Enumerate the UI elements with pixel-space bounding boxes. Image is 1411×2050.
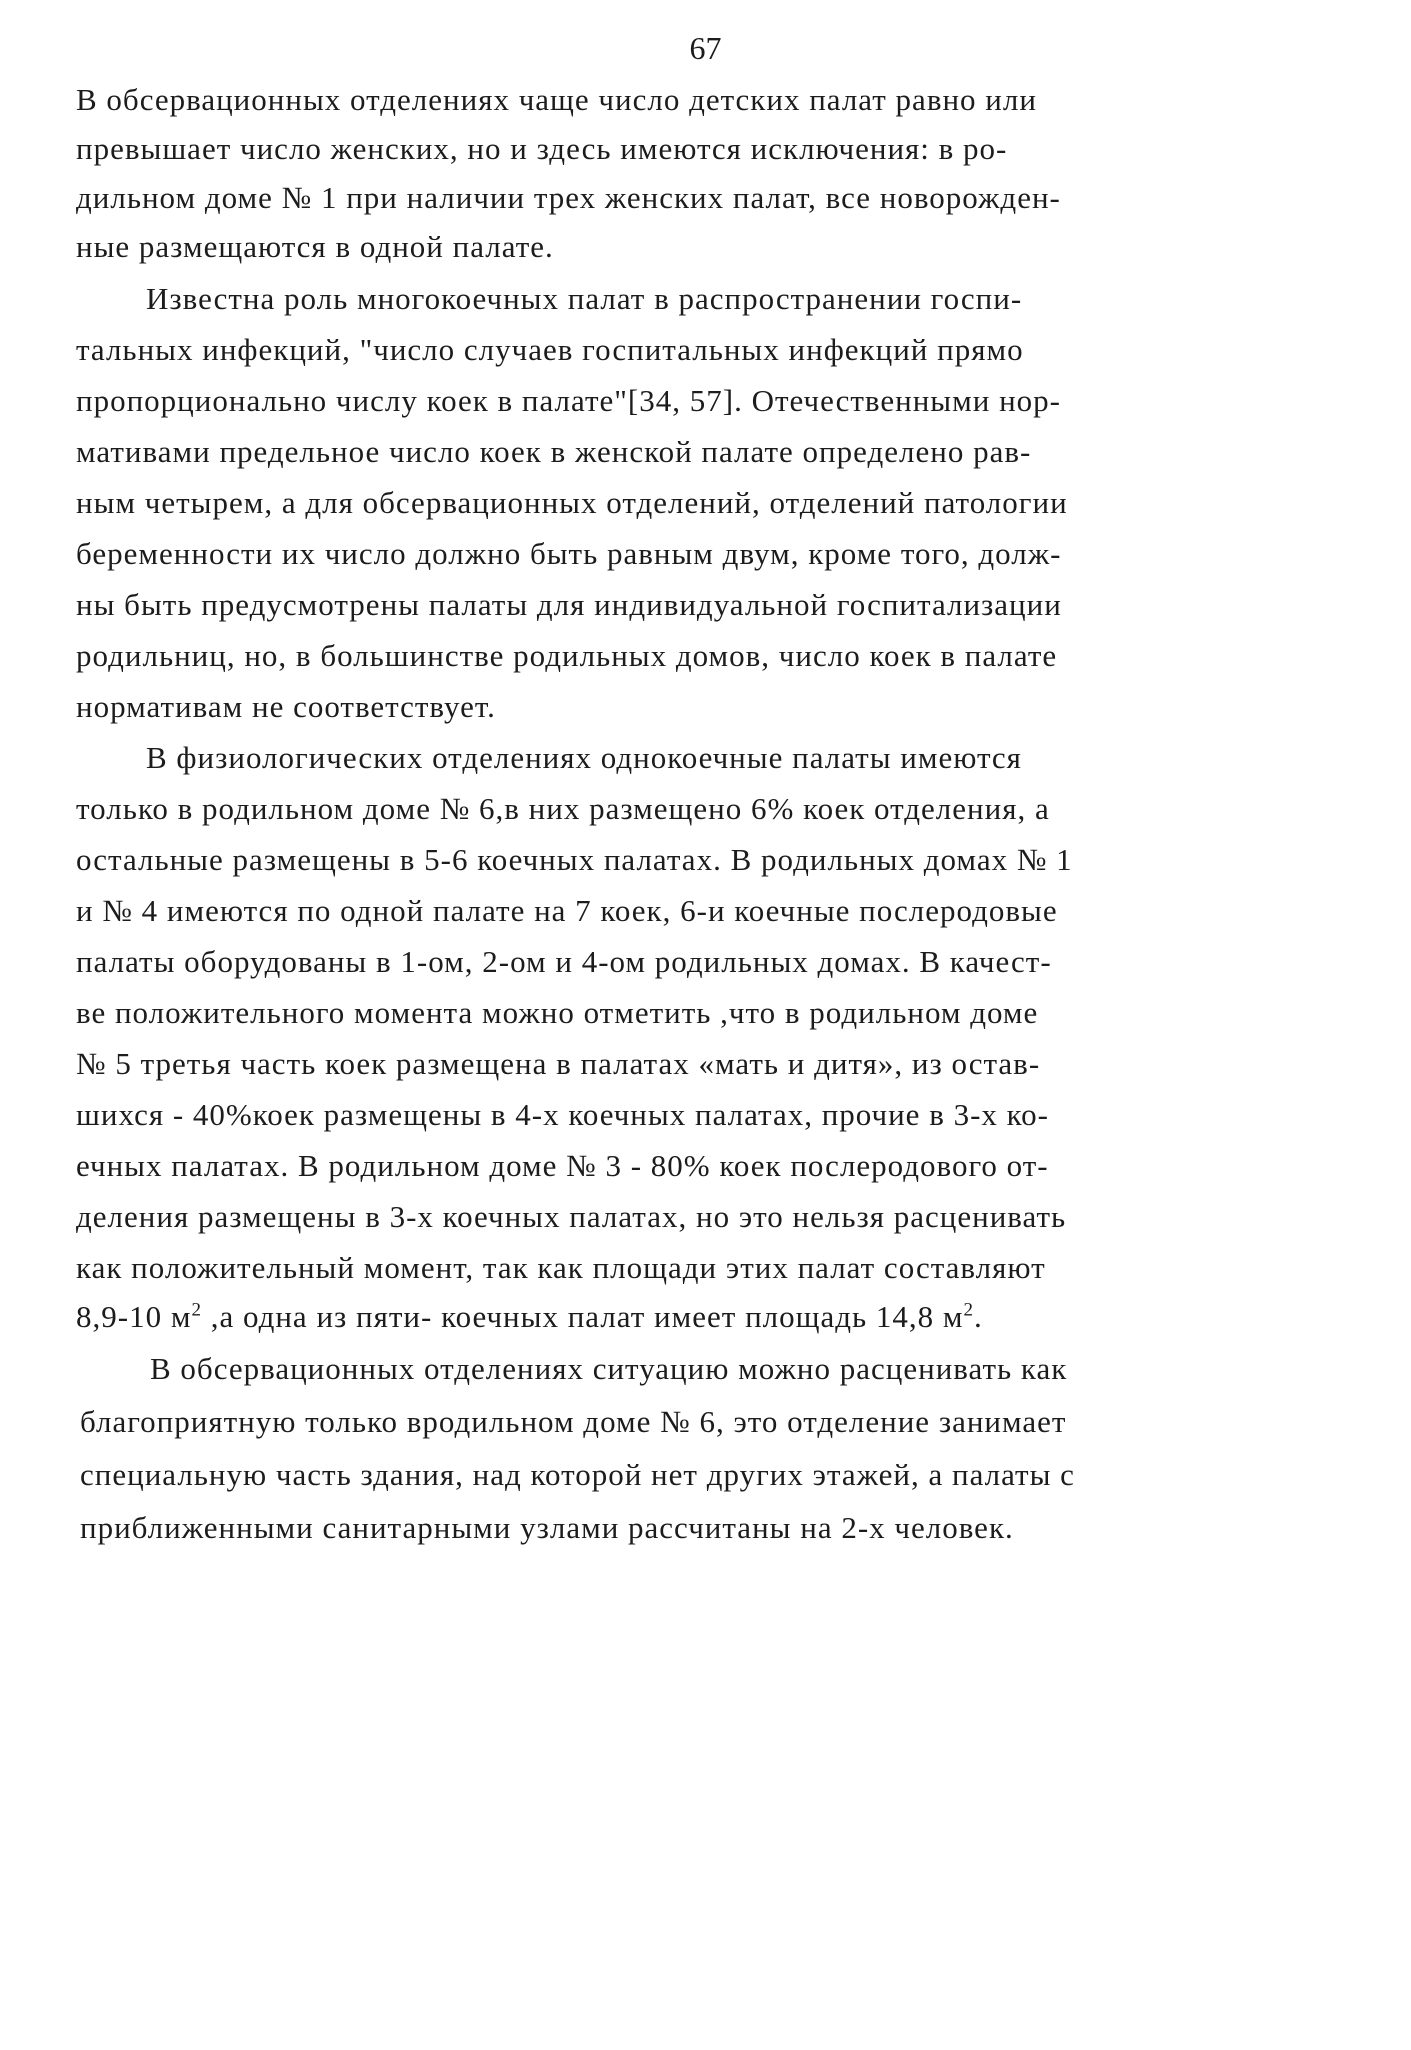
text-line: деления размещены в 3-х коечных палатах, но это нельзя расценивать <box>76 1199 1067 1234</box>
text-line: тальных инфекций, "число случаев госпитальных инфекций прямо <box>76 332 1024 367</box>
text-line: остальные размещены в 5-6 коечных палатах. В родильных домах № 1 <box>76 842 1073 877</box>
text-line: приближенными санитарными узлами рассчитаны на 2-х человек. <box>80 1510 1014 1545</box>
text-line: В обсервационных отделениях ситуацию можно расценивать как <box>150 1351 1068 1386</box>
text-line: специальную часть здания, над которой нет других этажей, а палаты с <box>80 1457 1075 1492</box>
text-line: нормативам не соответствует. <box>76 689 496 724</box>
area-text-part: 8,9-10 м <box>76 1299 192 1334</box>
text-line: пропорционально числу коек в палате"[34, 57]. Отечественными нор- <box>76 383 1062 418</box>
page-number: 67 <box>689 30 722 66</box>
superscript: 2 <box>191 1299 202 1321</box>
text-line: мативами предельное число коек в женской палате определено рав- <box>76 434 1032 469</box>
text-line: превышает число женских, но и здесь имеются исключения: в ро- <box>76 131 1008 166</box>
text-line: и № 4 имеются по одной палате на 7 коек, 6-и коечные послеродовые <box>76 893 1058 928</box>
text-line: ные размещаются в одной палате. <box>76 229 554 264</box>
text-line: ве положительного момента можно отметить ,что в родильном доме <box>76 995 1039 1030</box>
text-line: дильном доме № 1 при наличии трех женских палат, все новорожден- <box>76 180 1061 215</box>
superscript: 2 <box>963 1299 975 1321</box>
text-line: палаты оборудованы в 1-ом, 2-ом и 4-ом родильных домах. В качест- <box>76 944 1052 979</box>
text-line: № 5 третья часть коек размещена в палатах «мать и дитя», из остав- <box>76 1046 1041 1081</box>
text-line: только в родильном доме № 6,в них размещено 6% коек отделения, а <box>76 791 1050 826</box>
text-line: ечных палатах. В родильном доме № 3 - 80% коек послеродового от- <box>76 1148 1049 1183</box>
text-line: беременности их число должно быть равным двум, кроме того, долж- <box>76 536 1062 571</box>
area-text-part: . <box>974 1299 983 1334</box>
area-text-part: ,а одна из пяти- коечных палат имеет площадь 14,8 м <box>201 1299 964 1334</box>
text-line: В физиологических отделениях однокоечные палаты имеются <box>146 740 1022 775</box>
text-line: В обсервационных отделениях чаще число детских палат равно или <box>76 82 1037 117</box>
text-line: ным четырем, а для обсервационных отделений, отделений патологии <box>76 485 1068 520</box>
text-line: шихся - 40%коек размещены в 4-х коечных палатах, прочие в 3-х ко- <box>76 1097 1049 1132</box>
text-line: Известна роль многокоечных палат в распространении госпи- <box>146 281 1023 316</box>
text-line: родильниц, но, в большинстве родильных домов, число коек в палате <box>76 638 1058 673</box>
text-line: ны быть предусмотрены палаты для индивидуальной госпитализации <box>76 587 1062 622</box>
area-text-line <box>76 1297 983 1337</box>
text-line: благоприятную только вродильном доме № 6, это отделение занимает <box>80 1404 1067 1439</box>
text-line: как положительный момент, так как площади этих палат составляют <box>76 1250 1046 1285</box>
